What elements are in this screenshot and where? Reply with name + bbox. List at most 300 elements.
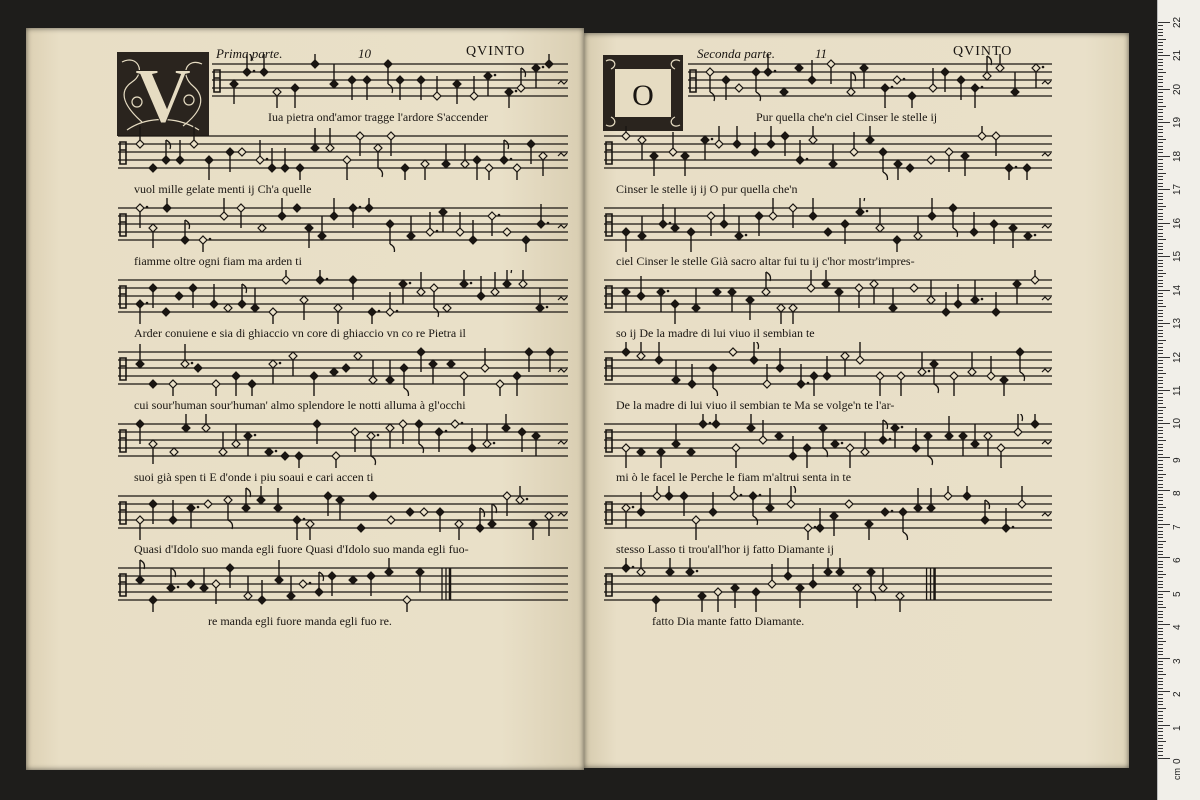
dot-mark	[279, 362, 282, 365]
ruler-number: 0	[1172, 758, 1183, 764]
note-head	[622, 504, 630, 512]
note-head	[822, 280, 830, 288]
note-head	[803, 444, 811, 452]
note-flag	[934, 384, 939, 393]
ruler-tick	[1158, 22, 1170, 23]
note-head	[519, 280, 527, 288]
measurement-ruler	[1157, 0, 1200, 800]
note-head	[513, 164, 521, 172]
ruler-tick	[1158, 517, 1163, 518]
note-head	[775, 432, 783, 440]
note-flag	[903, 532, 908, 540]
ruler-tick	[1158, 273, 1166, 274]
note-head	[315, 588, 323, 596]
note-head	[162, 308, 170, 316]
note-head	[473, 156, 481, 164]
ruler-tick	[1158, 280, 1163, 281]
note-head	[426, 228, 434, 236]
note-head	[906, 164, 914, 172]
ruler-tick	[1158, 514, 1163, 515]
note-head	[149, 380, 157, 388]
note-head	[1023, 164, 1031, 172]
dot-mark	[470, 282, 473, 285]
note-head	[485, 164, 493, 172]
ruler-tick	[1158, 584, 1163, 585]
note-head	[190, 140, 198, 148]
dot-mark	[275, 450, 278, 453]
ruler-tick	[1158, 347, 1163, 348]
note-head	[692, 304, 700, 312]
note-flag	[404, 388, 409, 396]
ruler-tick	[1158, 467, 1163, 468]
ruler-tick	[1158, 641, 1166, 642]
note-head	[401, 164, 409, 172]
custos-mark	[558, 225, 567, 228]
note-head	[992, 132, 1000, 140]
ruler-tick	[1158, 166, 1163, 167]
dot-mark	[177, 586, 180, 589]
note-head	[971, 84, 979, 92]
note-head	[914, 232, 922, 240]
note-head	[386, 424, 394, 432]
ruler-tick	[1158, 597, 1163, 598]
ruler-tick	[1158, 688, 1163, 689]
ruler-number: 22	[1172, 16, 1183, 28]
custos-mark	[1042, 225, 1051, 228]
ruler-tick	[1158, 698, 1163, 699]
note-head	[248, 380, 256, 388]
note-head	[460, 372, 468, 380]
ruler-tick	[1158, 189, 1170, 190]
note-head	[709, 364, 717, 372]
ruler-tick	[1158, 544, 1163, 545]
note-head	[496, 380, 504, 388]
note-head	[692, 516, 700, 524]
dot-mark	[146, 206, 149, 209]
note-head	[918, 368, 926, 376]
dot-mark	[745, 234, 748, 237]
ruler-tick	[1158, 146, 1163, 147]
ruler-tick	[1158, 233, 1163, 234]
note-head	[503, 492, 511, 500]
ruler-tick	[1158, 363, 1163, 364]
left-3-staff	[118, 198, 568, 252]
left-lyric-line: Iua pietra ond'amor tragge l'ardore S'accender	[268, 110, 489, 124]
ruler-tick	[1158, 229, 1163, 230]
right-lyric-line: Cinser le stelle ij ij O pur quella che'n	[616, 182, 798, 196]
note-head	[224, 304, 232, 312]
note-head	[456, 228, 464, 236]
right-lyric-line: Pur quella che'n ciel Cinser le stelle ij	[756, 110, 938, 124]
note-head	[278, 212, 286, 220]
note-head	[330, 80, 338, 88]
ruler-tick	[1158, 470, 1163, 471]
ruler-tick	[1158, 638, 1163, 639]
ruler-tick	[1158, 136, 1163, 137]
note-head	[954, 300, 962, 308]
note-head	[894, 160, 902, 168]
dot-mark	[526, 498, 529, 501]
note-head	[258, 596, 266, 604]
ruler-tick	[1158, 551, 1163, 552]
note-head	[1024, 232, 1032, 240]
note-head	[1031, 420, 1039, 428]
dot-mark	[436, 230, 439, 233]
note-head	[461, 160, 469, 168]
ruler-tick	[1158, 69, 1163, 70]
dot-mark	[303, 518, 306, 521]
note-head	[368, 308, 376, 316]
note-head	[299, 580, 307, 588]
note-head	[200, 584, 208, 592]
ruler-number: 8	[1172, 490, 1183, 497]
note-head	[971, 296, 979, 304]
ruler-tick	[1158, 266, 1163, 267]
note-head	[295, 452, 303, 460]
ruler-tick	[1158, 219, 1163, 220]
note-head	[386, 376, 394, 384]
left-voice-label: QVINTO	[466, 44, 526, 59]
ruler-tick	[1158, 45, 1163, 46]
note-head	[287, 592, 295, 600]
note-head	[686, 568, 694, 576]
note-head	[476, 524, 484, 532]
ruler-tick	[1158, 711, 1163, 712]
ruler-tick	[1158, 169, 1163, 170]
note-head	[268, 164, 276, 172]
note-head	[348, 76, 356, 84]
ruler-tick	[1158, 263, 1163, 264]
dot-mark	[806, 158, 809, 161]
note-head	[273, 88, 281, 96]
dot-mark	[146, 302, 149, 305]
note-head	[970, 228, 978, 236]
note-head	[853, 584, 861, 592]
ruler-tick	[1158, 176, 1163, 177]
ruler-tick	[1158, 758, 1170, 759]
note-head	[855, 284, 863, 292]
ruler-tick	[1158, 92, 1163, 93]
note-head	[374, 144, 382, 152]
dot-mark	[409, 282, 412, 285]
dot-mark	[709, 422, 712, 425]
right-part-title: Seconda parte.	[697, 46, 775, 61]
ruler-tick	[1158, 223, 1170, 224]
note-head	[622, 564, 630, 572]
note-head	[212, 580, 220, 588]
dot-mark	[515, 90, 518, 93]
clef-icon	[120, 142, 126, 164]
ruler-number: 1	[1172, 724, 1183, 731]
note-head	[978, 132, 986, 140]
note-head	[889, 304, 897, 312]
clef-icon	[690, 70, 696, 92]
note-head	[369, 492, 377, 500]
note-head	[876, 372, 884, 380]
ruler-tick	[1158, 393, 1163, 394]
note-head	[735, 84, 743, 92]
ruler-tick	[1158, 420, 1163, 421]
note-head	[136, 576, 144, 584]
ruler-tick	[1158, 316, 1163, 317]
ruler-tick	[1158, 149, 1163, 150]
note-head	[265, 448, 273, 456]
dot-mark	[498, 214, 501, 217]
note-head	[417, 76, 425, 84]
note-head	[343, 156, 351, 164]
ruler-tick	[1158, 427, 1163, 428]
clef-icon	[120, 430, 126, 452]
ruler-tick	[1158, 193, 1163, 194]
note-head	[525, 348, 533, 356]
note-head	[149, 440, 157, 448]
note-head	[809, 136, 817, 144]
ruler-tick	[1158, 704, 1163, 705]
note-head	[897, 372, 905, 380]
clef-icon	[120, 286, 126, 308]
ruler-tick	[1158, 631, 1163, 632]
ruler-tick	[1158, 500, 1163, 501]
left-part-title: Prima parte.	[216, 46, 283, 61]
ruler-tick	[1158, 567, 1163, 568]
left-2-staff	[118, 126, 568, 180]
note-head	[406, 508, 414, 516]
note-head	[836, 568, 844, 576]
dot-mark	[547, 222, 550, 225]
ruler-tick	[1158, 102, 1163, 103]
note-head	[961, 152, 969, 160]
note-head	[847, 88, 855, 96]
note-head	[796, 156, 804, 164]
note-head	[163, 204, 171, 212]
ruler-tick	[1158, 243, 1163, 244]
note-head	[856, 356, 864, 364]
ruler-tick	[1158, 587, 1163, 588]
note-head	[316, 276, 324, 284]
ruler-tick	[1158, 741, 1166, 742]
dot-mark	[928, 370, 931, 373]
note-head	[258, 224, 266, 232]
left-5-staff	[118, 342, 568, 396]
clef-icon	[120, 502, 126, 524]
note-head	[517, 84, 525, 92]
ruler-tick	[1158, 343, 1163, 344]
custos-mark	[1042, 513, 1051, 516]
note-head	[841, 352, 849, 360]
note-head	[730, 492, 738, 500]
ruler-tick	[1158, 380, 1163, 381]
dot-mark	[669, 222, 672, 225]
note-head	[399, 280, 407, 288]
note-head	[865, 520, 873, 528]
note-head	[430, 284, 438, 292]
clef-icon	[120, 574, 126, 596]
note-head	[224, 496, 232, 504]
dot-mark	[359, 206, 362, 209]
note-head	[928, 212, 936, 220]
ruler-tick	[1158, 504, 1163, 505]
note-head	[622, 348, 630, 356]
note-head	[453, 80, 461, 88]
note-head	[997, 444, 1005, 452]
note-head	[416, 568, 424, 576]
note-head	[420, 508, 428, 516]
note-head	[399, 420, 407, 428]
note-head	[491, 288, 499, 296]
ruler-tick	[1158, 537, 1163, 538]
ruler-tick	[1158, 296, 1163, 297]
decorated-initial-v	[117, 52, 209, 136]
ruler-tick	[1158, 624, 1170, 625]
note-head	[1005, 164, 1013, 172]
dot-mark	[891, 510, 894, 513]
note-head	[181, 236, 189, 244]
note-head	[924, 432, 932, 440]
right-voice-label: QVINTO	[953, 44, 1013, 59]
note-head	[622, 444, 630, 452]
note-head	[841, 220, 849, 228]
note-head	[387, 516, 395, 524]
note-head	[417, 288, 425, 296]
note-head	[251, 304, 259, 312]
ruler-tick	[1158, 487, 1163, 488]
custos-mark	[558, 297, 567, 300]
note-head	[516, 496, 524, 504]
note-head	[893, 236, 901, 244]
note-head	[767, 140, 775, 148]
ruler-tick	[1158, 494, 1163, 495]
ruler-tick	[1158, 668, 1163, 669]
note-head	[733, 140, 741, 148]
note-head	[1016, 348, 1024, 356]
ruler-number: 11	[1172, 385, 1183, 396]
note-head	[860, 64, 868, 72]
ruler-tick	[1158, 477, 1163, 478]
note-head	[300, 296, 308, 304]
note-head	[407, 232, 415, 240]
note-head	[220, 212, 228, 220]
svg-text:V: V	[134, 52, 192, 136]
note-head	[879, 148, 887, 156]
ruler-tick	[1158, 621, 1163, 622]
ruler-tick	[1158, 260, 1163, 261]
note-head	[232, 372, 240, 380]
note-head	[1000, 376, 1008, 384]
ruler-tick	[1158, 464, 1163, 465]
clef-icon	[606, 574, 612, 596]
ruler-tick	[1158, 303, 1163, 304]
dot-mark	[711, 138, 714, 141]
note-head	[502, 424, 510, 432]
ruler-tick	[1158, 614, 1163, 615]
ruler-tick	[1158, 82, 1163, 83]
note-head	[944, 492, 952, 500]
note-head	[927, 156, 935, 164]
dot-mark	[981, 86, 984, 89]
svg-text:O: O	[632, 79, 654, 112]
note-head	[809, 580, 817, 588]
note-head	[850, 148, 858, 156]
ruler-tick	[1158, 748, 1163, 749]
note-head	[881, 508, 889, 516]
ruler-tick	[1158, 708, 1166, 709]
note-head	[367, 572, 375, 580]
ruler-tick	[1158, 524, 1170, 525]
note-flag	[378, 168, 383, 177]
note-head	[149, 596, 157, 604]
custos-mark	[558, 153, 567, 156]
note-head	[731, 584, 739, 592]
note-head	[945, 432, 953, 440]
clef-icon	[214, 70, 220, 92]
note-head	[867, 568, 875, 576]
right-page-number: 11	[815, 46, 828, 61]
ruler-tick	[1158, 507, 1166, 508]
note-head	[324, 492, 332, 500]
note-head	[149, 284, 157, 292]
note-head	[927, 504, 935, 512]
note-head	[532, 432, 540, 440]
note-head	[281, 452, 289, 460]
ruler-tick	[1158, 196, 1163, 197]
note-head	[356, 132, 364, 140]
note-head	[712, 420, 720, 428]
ruler-tick	[1158, 541, 1166, 542]
ruler-tick	[1158, 671, 1163, 672]
ruler-number: 7	[1172, 524, 1183, 530]
note-head	[787, 500, 795, 508]
ruler-tick	[1158, 76, 1163, 77]
note-head	[363, 76, 371, 84]
ruler-tick	[1158, 246, 1163, 247]
ruler-tick	[1158, 256, 1170, 257]
ruler-tick	[1158, 484, 1163, 485]
note-head	[856, 208, 864, 216]
note-head	[861, 448, 869, 456]
note-head	[460, 280, 468, 288]
note-head	[522, 236, 530, 244]
ruler-tick	[1158, 728, 1163, 729]
left-lyric-line: Arder conuiene e sia di ghiaccio vn core di ghiaccio vn co re Pietra il	[134, 326, 466, 340]
clef-icon	[120, 358, 126, 380]
note-head	[971, 440, 979, 448]
ruler-tick	[1158, 152, 1163, 153]
note-head	[256, 156, 264, 164]
ruler-tick	[1158, 340, 1166, 341]
ruler-tick	[1158, 239, 1166, 240]
note-head	[769, 212, 777, 220]
dot-mark	[209, 238, 212, 241]
note-head	[545, 60, 553, 68]
ruler-tick	[1158, 725, 1170, 726]
note-head	[403, 596, 411, 604]
ruler-tick	[1158, 607, 1166, 608]
custos-mark	[558, 513, 567, 516]
note-head	[433, 92, 441, 100]
note-head	[136, 140, 144, 148]
ruler-tick	[1158, 564, 1163, 565]
dot-mark	[326, 278, 329, 281]
ruler-tick	[1158, 357, 1170, 358]
note-head	[981, 516, 989, 524]
ruler-tick	[1158, 628, 1163, 629]
note-head	[275, 576, 283, 584]
ruler-tick	[1158, 701, 1163, 702]
note-head	[637, 448, 645, 456]
note-head	[349, 204, 357, 212]
ruler-tick	[1158, 561, 1163, 562]
ruler-tick	[1158, 694, 1163, 695]
